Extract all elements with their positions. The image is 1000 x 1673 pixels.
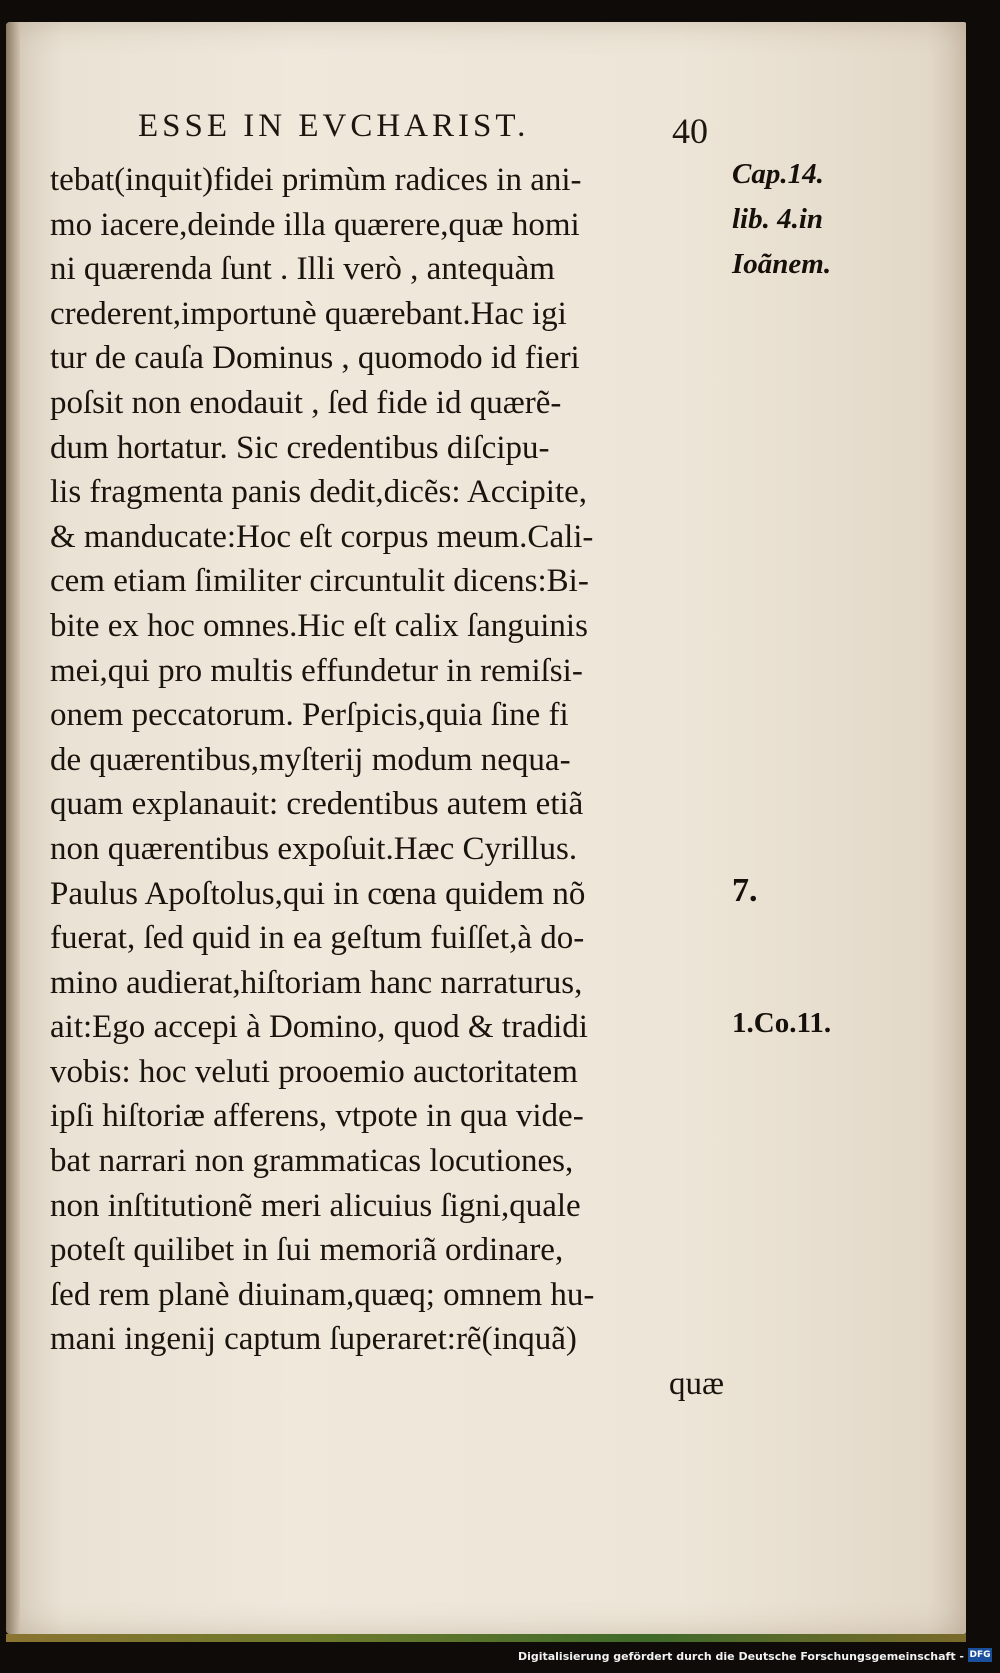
margin-notes bbox=[732, 0, 862, 1612]
text-line-6: poſsit non enodauit , ſed fide id quærẽ- bbox=[50, 384, 562, 421]
text-line-11: bite ex hoc omnes.Hic eſt calix ſanguinis bbox=[50, 607, 588, 644]
text-line-8: lis fragmenta panis dedit,dicẽs: Accipite, bbox=[50, 474, 588, 511]
margin-note-cap: Cap.14. bbox=[732, 158, 824, 190]
text-line-4: crederent,importunè quærebant.Hac igi bbox=[50, 295, 567, 332]
catchword: quæ bbox=[668, 1366, 724, 1403]
text-line-21: vobis: hoc veluti prooemio auctoritatem bbox=[50, 1053, 578, 1090]
text-line-1: tebat(inquit)fidei primùm radices in ani- bbox=[50, 162, 582, 198]
text-line-26: ſed rem planè diuinam,quæq; omnem hu- bbox=[50, 1276, 595, 1313]
text-line-19: mino audierat,hiſtoriam hanc narraturus, bbox=[50, 964, 583, 1001]
text-line-5: tur de cauſa Dominus , quomodo id fieri bbox=[50, 340, 580, 377]
text-line-23: bat narrari non grammaticas locutiones, bbox=[50, 1143, 574, 1180]
text-line-17: Paulus Apoſtolus,qui in cœna quidem nõ bbox=[50, 875, 586, 912]
dfg-logo: DFG bbox=[969, 1650, 991, 1660]
text-line-10: cem etiam ſimiliter circuntulit dicens:Bi- bbox=[50, 563, 589, 600]
text-line-27: mani ingenij captum ſuperaret:rẽ(inquã) bbox=[50, 1321, 577, 1358]
page-gutter-edge bbox=[6, 22, 20, 1634]
text-line-2: mo iacere,deinde illa quærere,quæ homi bbox=[50, 206, 580, 243]
text-line-18: fuerat, ſed quid in ea geſtum fuiſſet,à do- bbox=[50, 920, 585, 957]
color-calibration-strip bbox=[6, 1634, 966, 1642]
page-number: 40 bbox=[672, 111, 708, 151]
text-line-15: quam explanauit: credentibus autem etiã bbox=[50, 786, 584, 823]
running-head: ESSE IN EVCHARIST. bbox=[138, 108, 530, 144]
text-line-7: dum hortatur. Sic credentibus diſcipu- bbox=[50, 429, 550, 466]
text-line-9: & manducate:Hoc eſt corpus meum.Cali- bbox=[50, 518, 594, 555]
text-line-20: ait:Ego accepi à Domino, quod & tradidi bbox=[50, 1009, 588, 1046]
margin-note-corinthians: 1.Co.11. bbox=[732, 1007, 832, 1039]
text-line-13: onem peccatorum. Perſpicis,quia ſine fi bbox=[50, 697, 569, 734]
margin-note-lib: lib. 4.in bbox=[732, 203, 824, 235]
text-line-14: de quærentibus,myſterij modum nequa- bbox=[50, 741, 571, 778]
margin-note-ioannem: Ioãnem. bbox=[732, 248, 832, 280]
body-text bbox=[50, 158, 730, 1407]
text-line-25: poteſt quilibet in ſui memoriã ordinare, bbox=[50, 1232, 564, 1269]
digitization-credit: Digitalisierung gefördert durch die Deutsche Forschungsgemeinschaft - bbox=[517, 1650, 964, 1663]
text-line-24: non inſtitutionẽ meri alicuius ſigni,quale bbox=[50, 1187, 581, 1224]
text-line-22: ipſi hiſtoriæ afferens, vtpote in qua vide- bbox=[50, 1098, 584, 1135]
text-line-12: mei,qui pro multis effundetur in remiſsi- bbox=[50, 652, 583, 689]
text-line-16: non quærentibus expoſuit.Hæc Cyrillus. bbox=[50, 830, 578, 867]
text-line-3: ni quærenda ſunt . Illi verò , antequàm bbox=[50, 251, 555, 288]
margin-note-section-number: 7. bbox=[732, 872, 758, 909]
